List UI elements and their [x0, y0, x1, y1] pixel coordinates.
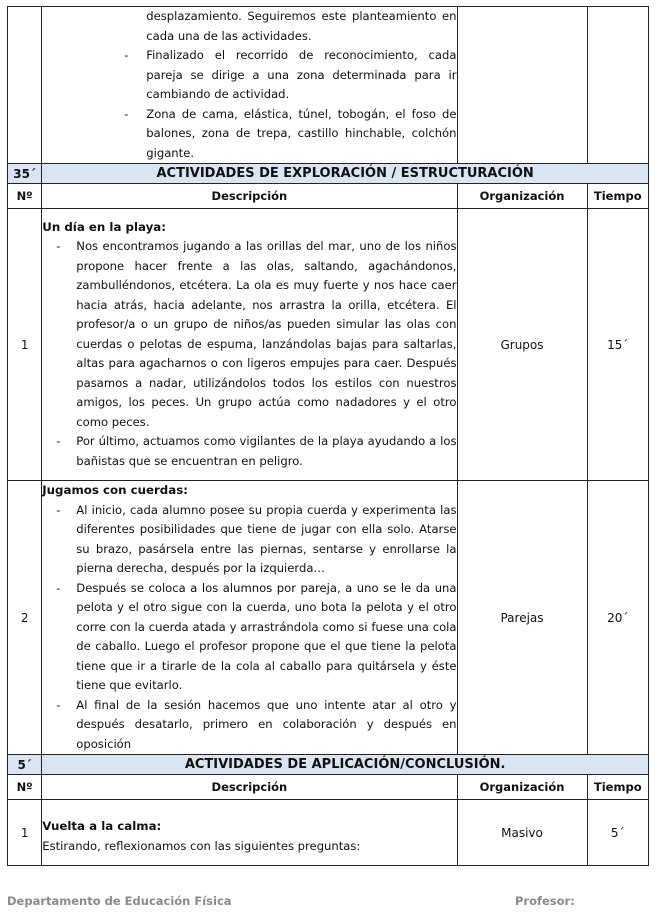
- header-desc: Descripción: [42, 184, 457, 209]
- activity-number: 1: [8, 800, 42, 866]
- activity-title: Un día en la playa:: [42, 219, 166, 234]
- list-item: - Al inicio, cada alumno posee su propia cuerda y experimenta las diferentes posibilidades que tiene de jugar con ella solo. Atarse su brazo, pasársela entre las piernas, sentarse y enrollarse la pierna derecha, después por la izquierda…: [56, 502, 457, 575]
- org-cell: [457, 7, 587, 164]
- activity-title: Jugamos con cuerdas:: [42, 483, 188, 497]
- list-item: - Nos encontramos jugando a las orillas del mar, uno de los niños propone hacer frente a las olas, saltando, agachándonos, zambulléndonos, etcétera. La ola es muy fuerte y nos hace caer hacia atrás, hacia adelante, nos arrastra la orilla, etcétera. El profesor/a o un grupo de niños/as pueden simular las olas con cuerdas o pelotas de espuma, lanzándolas bajas para saltarlas, altas para agacharnos o con ligeros empujes para caer. Después pasamos a nadar, utilizándolos todos los estilos con nuestros amigos, los peces. Un grupo actúa como nadadores y el otro como peces.: [56, 239, 457, 429]
- num-cell: [8, 7, 42, 164]
- table-row: [8, 481, 649, 755]
- table-header-row: [8, 775, 649, 800]
- section-title: ACTIVIDADES DE APLICACIÓN/CONCLUSIÓN.: [42, 755, 649, 775]
- activity-description: [42, 481, 457, 755]
- footer-teacher-label: Profesor:: [515, 894, 575, 908]
- continued-description: [42, 7, 457, 164]
- continued-row: [8, 7, 649, 164]
- activity-number: 2: [8, 481, 42, 755]
- header-time: Tiempo: [587, 775, 649, 800]
- section-band: [8, 164, 649, 184]
- header-desc: Descripción: [42, 775, 457, 800]
- section-band: [8, 755, 649, 775]
- session-table: [7, 6, 649, 866]
- header-time: Tiempo: [587, 184, 649, 209]
- section-title: ACTIVIDADES DE EXPLORACIÓN / ESTRUCTURACIÓN: [42, 164, 649, 184]
- continued-first-line: desplazamiento. Seguiremos este planteamiento en cada una de las actividades.: [146, 9, 457, 43]
- time-cell: [587, 7, 649, 164]
- activity-description: [42, 800, 457, 866]
- activity-time: 5´: [587, 800, 649, 866]
- list-item: - Zona de cama, elástica, túnel, tobogán, el foso de balones, zona de trepa, castillo hinchable, colchón gigante.: [124, 106, 457, 160]
- list-item: - Finalizado el recorrido de reconocimiento, cada pareja se dirige a una zona determinada para ir cambiando de actividad.: [124, 48, 457, 101]
- activity-text: Estirando, reflexionamos con las siguientes preguntas:: [42, 838, 361, 853]
- activity-organization: Masivo: [457, 800, 587, 866]
- activity-organization: Grupos: [457, 209, 587, 481]
- header-org: Organización: [457, 184, 587, 209]
- table-row: [8, 209, 649, 481]
- table-row: [8, 800, 649, 866]
- activity-title: Vuelta a la calma:: [42, 819, 162, 833]
- activity-organization: Parejas: [457, 481, 587, 755]
- header-num: Nº: [8, 184, 42, 209]
- header-org: Organización: [457, 775, 587, 800]
- section-time: 5´: [8, 755, 42, 775]
- footer-department: Departamento de Educación Física: [7, 894, 232, 908]
- list-item: - Por último, actuamos como vigilantes de la playa ayudando a los bañistas que se encuentran en peligro.: [56, 434, 457, 468]
- activity-number: 1: [8, 209, 42, 481]
- activity-time: 20´: [587, 481, 649, 755]
- list-item: - Después se coloca a los alumnos por pareja, a uno se le da una pelota y el otro sigue con la cuerda, uno bota la pelota y el otro corre con la cuerda atada y arrastrándola como si fuese una cola de caballo. Luego el profesor propone que el que tiene la pelota tiene que ir a tirarle de la cola al caballo para quitársela y éste tiene que evitarlo.: [56, 580, 457, 692]
- activity-time: 15´: [587, 209, 649, 481]
- activity-description: [42, 209, 457, 481]
- table-header-row: [8, 184, 649, 209]
- section-time: 35´: [8, 164, 42, 184]
- header-num: Nº: [8, 775, 42, 800]
- list-item: - Al final de la sesión hacemos que uno intente atar al otro y después desatarlo, primero en colaboración y después en oposición: [56, 697, 457, 751]
